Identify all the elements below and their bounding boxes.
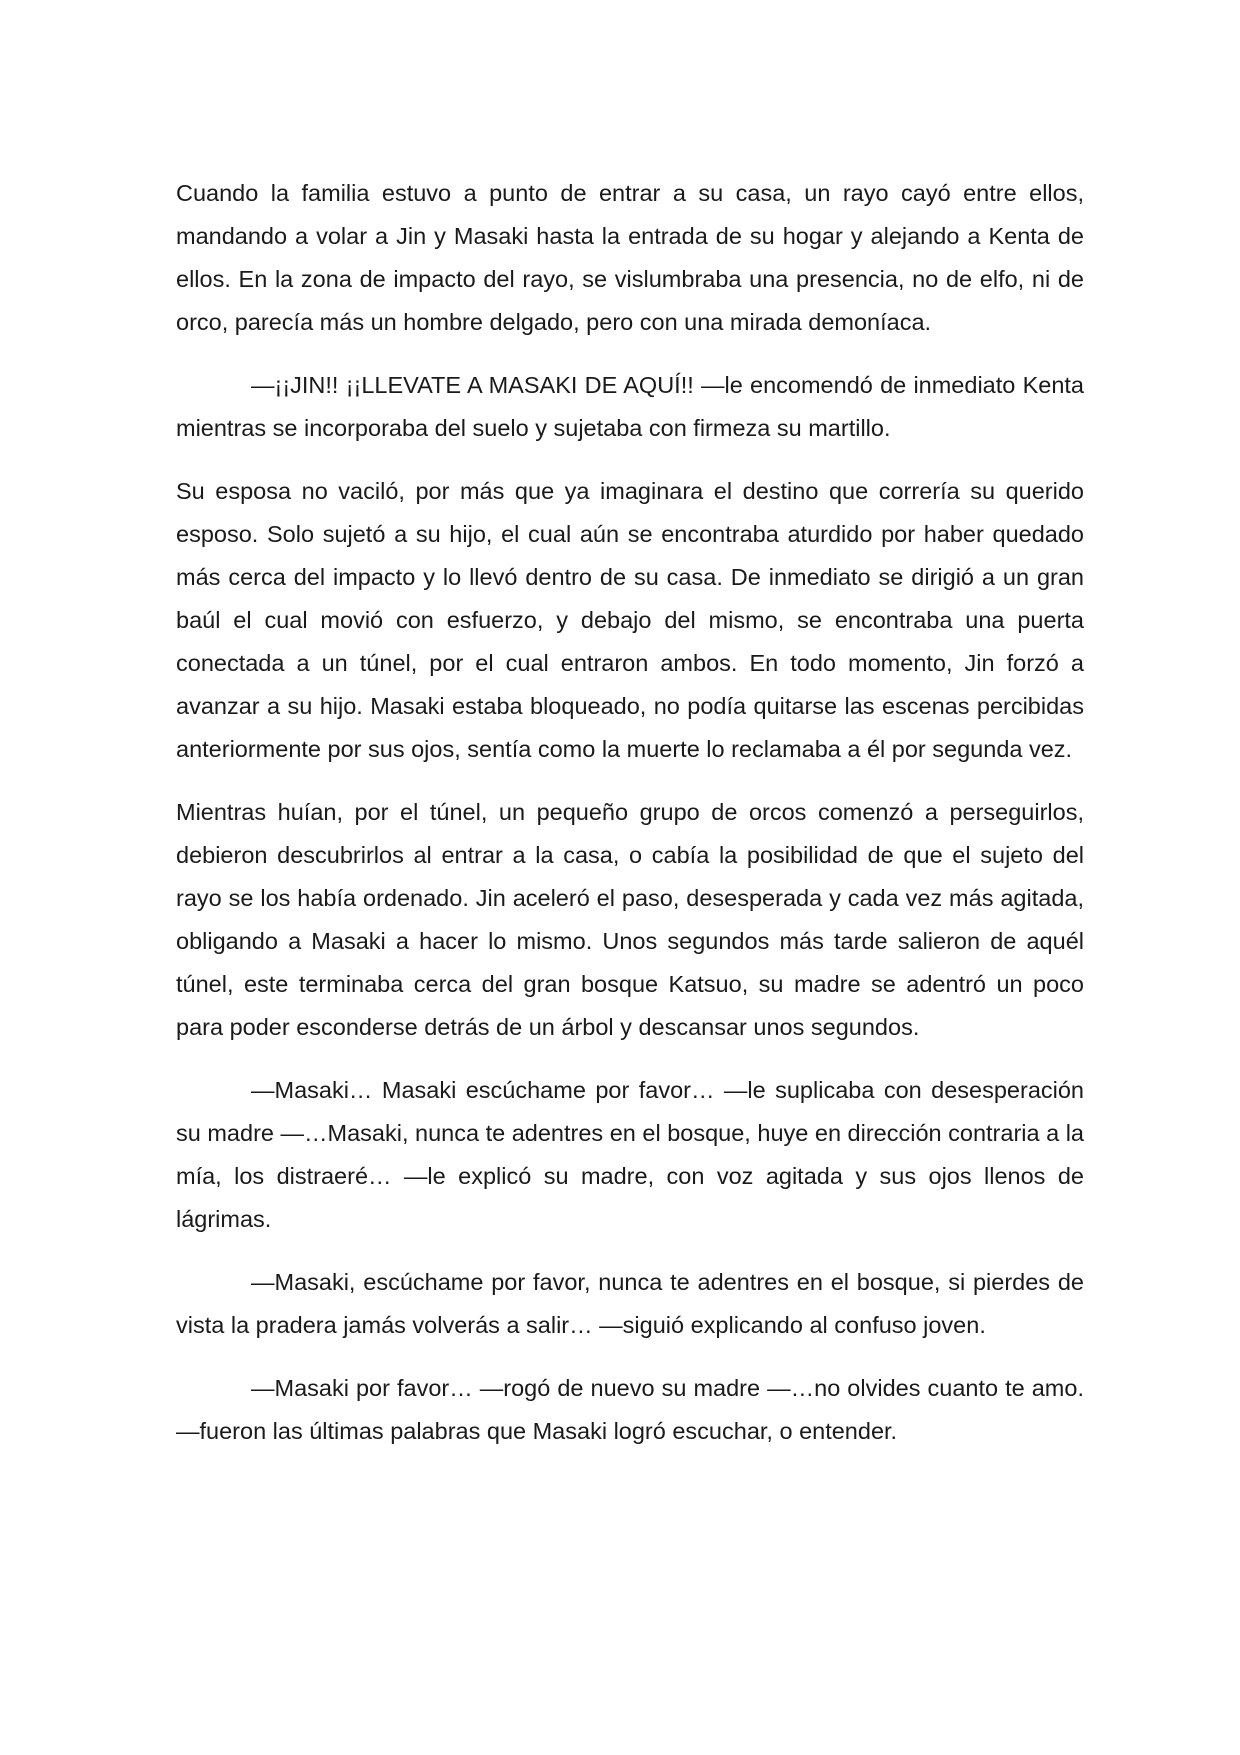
- document-body: [176, 172, 1084, 1473]
- paragraph-escape-through-tunnel: Su esposa no vaciló, por más que ya imaginara el destino que correría su querido esposo. Solo sujetó a su hijo, el cual aún se encontraba aturdido por haber quedado más cerca del impacto y lo llevó dentro de su casa. De inmediato se dirigió a un gran baúl el cual movió con esfuerzo, y debajo del mismo, se encontraba una puerta conectada a un túnel, por el cual entraron ambos. En todo momento, Jin forzó a avanzar a su hijo. Masaki estaba bloqueado, no podía quitarse las escenas percibidas anteriormente por sus ojos, sentía como la muerte lo reclamaba a él por segunda vez.: [176, 478, 1084, 762]
- dialogue-kenta-shouts: —¡¡JIN!! ¡¡LLEVATE A MASAKI DE AQUÍ!! —le encomendó de inmediato Kenta mientras se incorporaba del suelo y sujetaba con firmeza su martillo.: [176, 372, 1084, 441]
- paragraph-orcs-pursue: Mientras huían, por el túnel, un pequeño grupo de orcos comenzó a perseguirlos, debieron descubrirlos al entrar a la casa, o cabía la posibilidad de que el sujeto del rayo se los había ordenado. Jin aceleró el paso, desesperada y cada vez más agitada, obligando a Masaki a hacer lo mismo. Unos segundos más tarde salieron de aquél túnel, este terminaba cerca del gran bosque Katsuo, su madre se adentró un poco para poder esconderse detrás de un árbol y descansar unos segundos.: [176, 799, 1084, 1040]
- dialogue-mother-last-words: —Masaki por favor… —rogó de nuevo su madre —…no olvides cuanto te amo. —fueron las últimas palabras que Masaki logró escuchar, o entender.: [176, 1375, 1084, 1444]
- dialogue-mother-pleads: —Masaki… Masaki escúchame por favor… —le suplicaba con desesperación su madre —…Masaki, nunca te adentres en el bosque, huye en dirección contraria a la mía, los distraeré… —le explicó su madre, con voz agitada y sus ojos llenos de lágrimas.: [176, 1077, 1084, 1232]
- dialogue-mother-warns-forest: —Masaki, escúchame por favor, nunca te adentres en el bosque, si pierdes de vista la pradera jamás volverás a salir… —siguió explicando al confuso joven.: [176, 1269, 1084, 1338]
- paragraph-family-struck-by-lightning: Cuando la familia estuvo a punto de entrar a su casa, un rayo cayó entre ellos, mandando a volar a Jin y Masaki hasta la entrada de su hogar y alejando a Kenta de ellos. En la zona de impacto del rayo, se vislumbraba una presencia, no de elfo, ni de orco, parecía más un hombre delgado, pero con una mirada demoníaca.: [176, 180, 1084, 335]
